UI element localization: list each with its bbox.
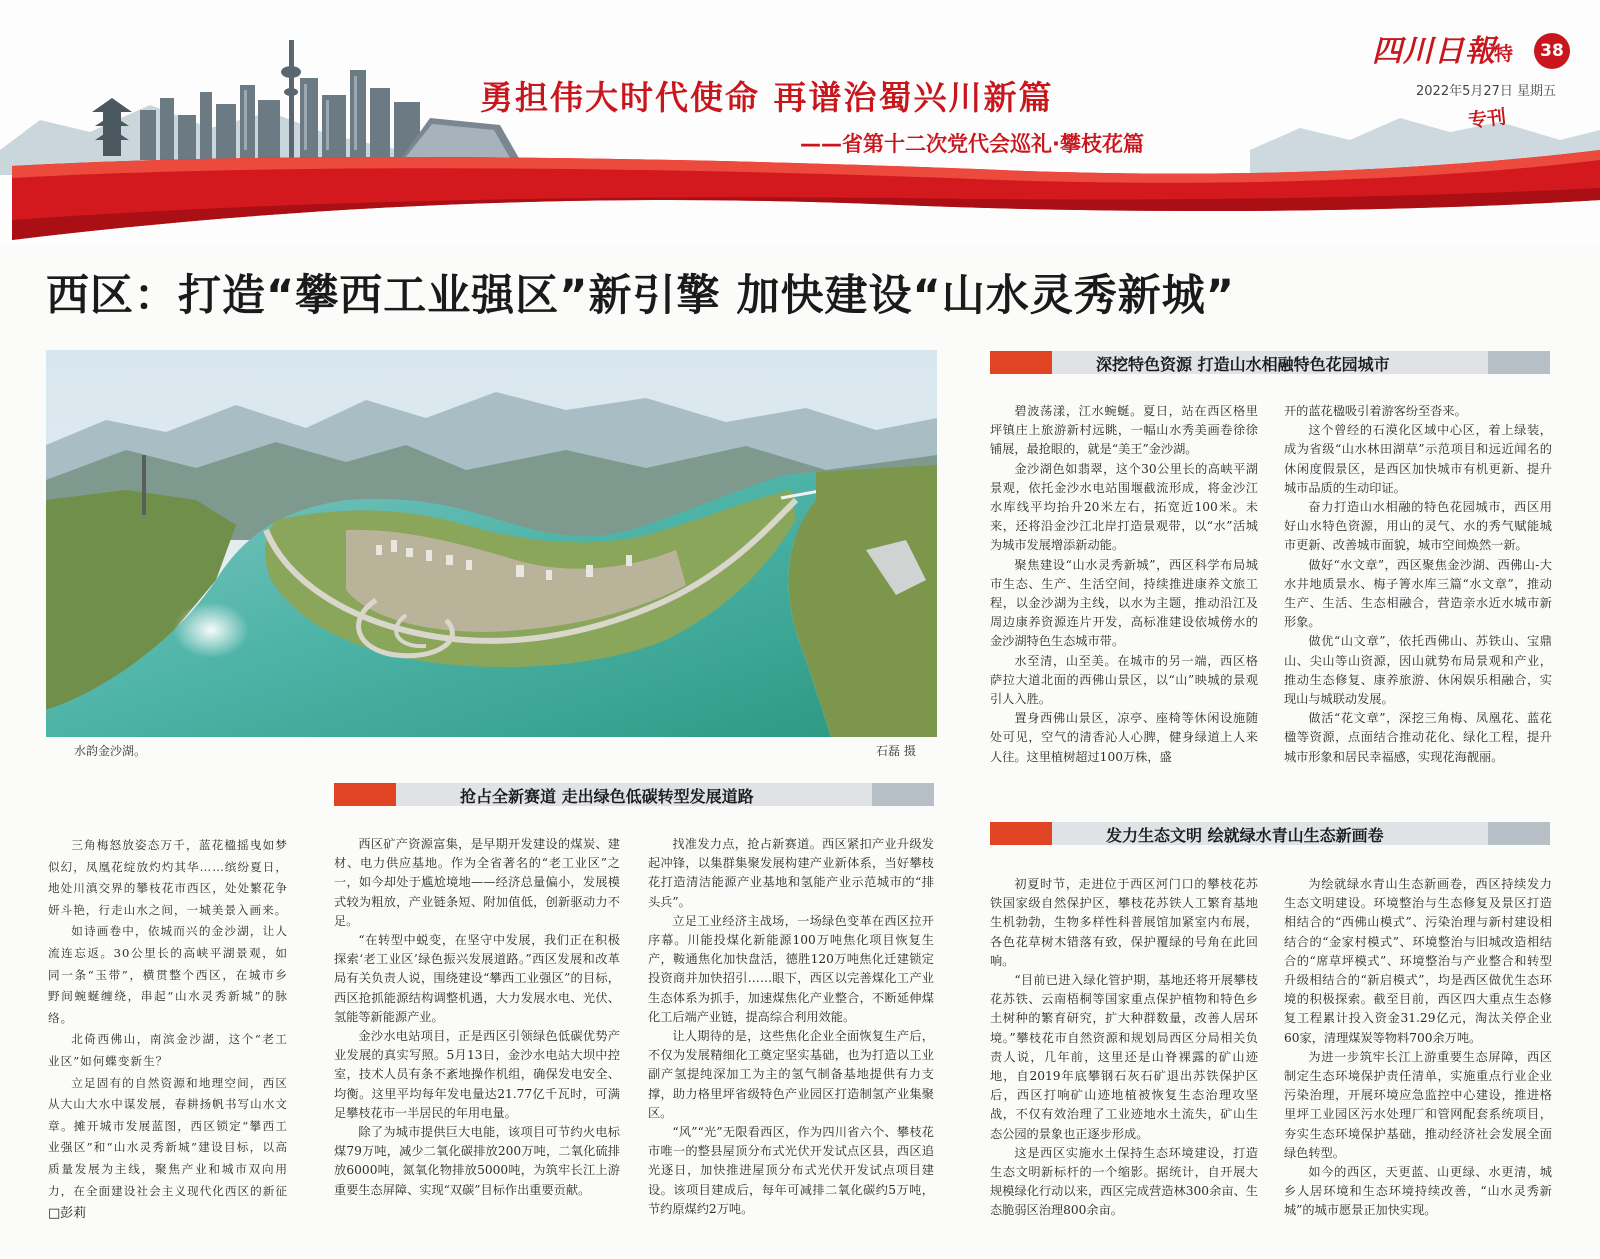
paragraph: 做活“花文章”，深挖三角梅、凤凰花、蓝花楹等资源，点面结合推动花化、绿化工程，提升城市形象和居民幸福感，实现花海靓丽。 [1284, 711, 1552, 764]
paragraph: 金沙水电站项目，正是西区引领绿色低碳优势产业发展的真实写照。5月13日，金沙水电站大坝中控室，技术人员有条不紊地操作机组，确保发电安全、均衡。这里平均每年发电量达21.77亿千瓦时，可满足攀枝花市一半居民的年用电量。 [334, 1029, 620, 1120]
intro-column [48, 835, 288, 1197]
series-subtitle: ——省第十二次党代会巡礼·攀枝花篇 [800, 132, 1144, 156]
page-headline: 西区：打造“攀西工业强区”新引擎 加快建设“山水灵秀新城” [46, 271, 1236, 321]
paragraph: 为绘就绿水青山生态新画卷，西区持续发力生态文明建设。环境整治与生态修复及景区打造相结合的“西佛山模式”、污染治理与新村建设相结合的“金家村模式”、环境整治与旧城改造相结合的“席草坪模式”、环境整治与产业整合和转型升级相结合的“新启模式”，均是西区做优生态环境的积极探索。截至目前，西区四大重点生态修复工程累计投入资金31.29亿元，淘汰关停企业60家，清理煤炭等物料700余万吨。 [1284, 877, 1552, 1045]
paragraph: 聚焦建设“山水灵秀新城”，西区科学布局城市生态、生产、生活空间，持续推进康养文旅工程，以金沙湖为主线，以水为主题，推动沿江及周边康养资源连片开发，高标准建设依城傍水的金沙湖特色生态城市带。 [990, 557, 1258, 649]
paragraph: 碧波荡漾，江水蜿蜒。夏日，站在西区格里坪镇庄上旅游新村远眺，一幅山水秀美画卷徐徐铺展，最抢眼的，就是“美王”金沙湖。 [990, 404, 1258, 457]
paragraph: 这是西区实施水土保持生态环境建设，打造生态文明新标杆的一个缩影。据统计，自开展大规模绿化行动以来，西区完成营造林300余亩、生态脆弱区治理800余亩。 [990, 1145, 1258, 1218]
section-head-ecology [990, 822, 1550, 845]
paragraph: 北倚西佛山，南滨金沙湖，这个“老工业区”如何蝶变新生？ [48, 1032, 288, 1068]
section-title: 发力生态文明 绘就绿水青山生态新画卷 [1106, 826, 1384, 845]
paragraph: 初夏时节，走进位于西区河门口的攀枝花苏铁国家级自然保护区，攀枝花苏铁人工繁育基地生机勃勃，生物多样性科普展馆加紧室内布展，各色花草树木错落有致，保护覆绿的号角在此回响。 [990, 877, 1258, 968]
photo-caption: 水韵金沙湖。 [74, 744, 147, 758]
green-column-2 [648, 835, 934, 1230]
byline: □彭莉 [48, 1206, 87, 1221]
paragraph: 找准发力点，抢占新赛道。西区紧扣产业升级发起冲锋，以集群集聚发展构建产业新体系，当好攀枝花打造清洁能源产业基地和氢能产业示范城市的“排头兵”。 [648, 837, 934, 909]
resources-column-2 [1284, 402, 1552, 792]
slogan: 勇担伟大时代使命 再谱治蜀兴川新篇 [480, 78, 1054, 117]
special-edition-stamp: 专刊 [1467, 106, 1508, 132]
section-title: 抢占全新赛道 走出绿色低碳转型发展道路 [460, 787, 754, 806]
masthead [0, 0, 1600, 245]
paragraph: “目前已进入绿化管护期，基地还将开展攀枝花苏铁、云南梧桐等国家重点保护植物和特色乡土树种的繁育研究，扩大种群数量，改善人居环境。”攀枝花市自然资源和规划局西区分局相关负责人说，几年前，这里还是山脊裸露的矿山迹地，自2019年底攀钢石灰石矿退出苏铁保护区后，西区打响矿山迹地植被恢复生态治理攻坚战，不仅有效治理了工业迹地水土流失，矿山生态公园的景象也正逐步形成。 [990, 973, 1258, 1141]
resources-column-1 [990, 402, 1258, 792]
paragraph: 这个曾经的石漠化区域中心区，着上绿装，成为省级“山水林田湖草”示范项目和远近闻名的休闲度假景区，是西区加快城市有机更新、提升城市品质的生动印证。 [1284, 423, 1552, 495]
paragraph: 开的蓝花楹吸引着游客纷至沓来。 [1284, 404, 1467, 418]
paragraph: 为进一步筑牢长江上游重要生态屏障，西区制定生态环境保护责任清单，实施重点行业企业污染治理，开展环境应急监控中心建设，推进格里坪工业园区污水处理厂和管网配套系统项目，夯实生态环境保护基础，推动经济社会发展全面绿色转型。 [1284, 1049, 1552, 1160]
paragraph: 金沙湖色如翡翠，这个30公里长的高峡平湖景观，依托金沙水电站围堰截流形成，将金沙江水库线平均抬升20米左右，拓宽近100米。未来，还将沿金沙江北岸打造景观带，以“水”活城为城市发展增添新动能。 [990, 461, 1258, 553]
jinsha-lake-photo [46, 350, 937, 737]
paragraph: 西区矿产资源富集，是早期开发建设的煤炭、建材、电力供应基地。作为全省著名的“老工业区”之一，如今却处于尴尬境地——经济总量偏小，发展模式较为粗放，产业链条短、附加值低，创新驱动力不足。 [334, 837, 620, 928]
green-column-1 [334, 835, 620, 1230]
paragraph: 奋力打造山水相融的特色花园城市，西区用好山水特色资源，用山的灵气、水的秀气赋能城市更新、改善城市面貌，城市空间焕然一新。 [1284, 500, 1552, 553]
paragraph: 做优“山文章”，依托西佛山、苏铁山、宝鼎山、尖山等山资源，因山就势布局景观和产业，推动生态修复、康养旅游、休闲娱乐相融合，实现山与城联动发展。 [1284, 634, 1552, 707]
special-label: 特 [1494, 43, 1514, 65]
page-number-badge: 38 [1534, 33, 1570, 69]
paragraph: 做好“水文章”，西区聚焦金沙湖、西佛山-大水井地质景水、梅子箐水库三篇“水文章”，推动生产、生活、生态相融合，营造亲水近水城市新形象。 [1284, 557, 1552, 630]
section-head-resources [990, 351, 1550, 374]
paragraph: 除了为城市提供巨大电能，该项目可节约火电标煤79万吨，减少二氧化碳排放200万吨，二氧化硫排放6000吨，氮氧化物排放5000吨，为筑牢长江上游重要生态屏障、实现“双碳”目标作出重要贡献。 [334, 1125, 620, 1197]
paragraph: 置身西佛山景区，凉亭、座椅等休闲设施随处可见，空气的清香沁人心脾，健身绿道上人来人往。这里植树超过100万株，盛 [990, 711, 1258, 764]
paragraph: “在转型中蜕变，在坚守中发展，我们正在积极探索‘老工业区’绿色振兴发展道路。”西区发展和改革局有关负责人说，围绕建设“攀西工业强区”的目标，西区抢抓能源结构调整机遇，大力发展水电、光伏、氢能等新能源产业。 [334, 933, 620, 1024]
newspaper-name: 四川日報 [1372, 34, 1496, 69]
paragraph: 三角梅怒放姿态万千，蓝花楹摇曳如梦似幻，凤凰花绽放灼灼其华……缤纷夏日，地处川滇交界的攀枝花市西区，处处繁花争妍斗艳，行走山水之间，一城美景入画来。 [48, 838, 288, 917]
ecology-column-2 [1284, 875, 1552, 1230]
section-head-green-transition [334, 783, 934, 806]
paragraph: 让人期待的是，这些焦化企业全面恢复生产后，不仅为发展精细化工奠定坚实基础，也为打造以工业副产氢提纯深加工为主的氢气制备基地提供有力支撑，助力格里坪省级特色产业园区打造制氢产业集聚区。 [648, 1029, 934, 1120]
section-title: 深挖特色资源 打造山水相融特色花园城市 [1096, 355, 1390, 374]
paragraph: “风”“光”无限看西区，作为四川省六个、攀枝花市唯一的整县屋顶分布式光伏开发试点区县，西区追光逐日，加快推进屋顶分布式光伏开发试点项目建设。该项目建成后，每年可减排二氧化碳约5万吨，节约原煤约2万吨。 [648, 1125, 934, 1216]
paragraph: 水至清，山至美。在城市的另一端，西区格萨拉大道北面的西佛山景区，以“山”映城的景观引人入胜。 [990, 653, 1258, 707]
paragraph: 如诗画卷中，依城而兴的金沙湖，让人流连忘返。30公里长的高峡平湖景观，如同一条“玉带”，横贯整个西区，在城市乡野间蜿蜒缠绕，串起“山水灵秀新城”的脉络。 [48, 924, 288, 1025]
paragraph: 立足工业经济主战场，一场绿色变革在西区拉开序幕。川能投煤化新能源100万吨焦化项目恢复生产，鞍通焦化加快盘活，德胜120万吨焦化迁建锁定投资商并加快招引……眼下，西区以完善煤化工产业生态体系为抓手，加速煤焦化产业整合，不断延伸煤化工后端产业链，提高综合利用效能。 [648, 913, 934, 1024]
red-ribbon-banner [0, 0, 1600, 245]
publication-date: 2022年5月27日 星期五 [1416, 84, 1557, 99]
paragraph: 如今的西区，天更蓝、山更绿、水更清，城乡人居环境和生态环境持续改善，“山水灵秀新城”的城市愿景正加快实现。 [1284, 1165, 1552, 1218]
paragraph: 立足固有的自然资源和地理空间，西区从大山大水中谋发展，春耕扬帆书写山水文章。摊开城市发展蓝图，西区锁定“攀西工业强区”和“山水灵秀新城”建设目标，以高质量发展为主线，聚焦产业和城市双向用力，在全面建设社会主义现代化西区的新征 [48, 1075, 288, 1197]
photo-credit: 石磊 摄 [876, 744, 916, 758]
ecology-column-1 [990, 875, 1258, 1230]
